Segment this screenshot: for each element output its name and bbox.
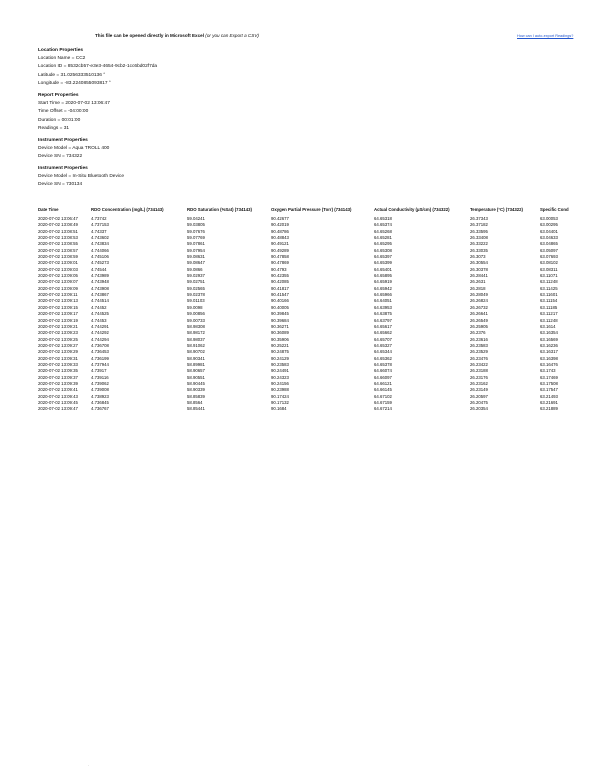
cell-temperature: 26.23176 [470, 374, 488, 380]
cell-actual-conductivity: 64.65942 [374, 285, 392, 291]
cell-specific-cond: 63.08311 [540, 266, 558, 272]
cell-rdo-saturation: 58.90339 [187, 387, 205, 393]
auto-export-link[interactable]: How can I auto-export Readings? [517, 34, 574, 38]
cell-rdo-saturation: 59.04241 [187, 216, 205, 221]
cell-date-time: 2020-07-02 13:09:07 [38, 279, 78, 285]
cell-actual-conductivity: 64.65378 [374, 361, 392, 367]
cell-specific-cond: 63.07693 [540, 254, 558, 260]
cell-rdo-concentration: 4.744525 [91, 311, 109, 317]
cell-oxygen-partial-pressure: 90.17132 [271, 399, 289, 405]
cell-date-time: 2020-07-02 13:09:01 [38, 260, 78, 266]
cell-rdo-concentration: 4.736708 [91, 342, 109, 348]
page-mark: · [88, 763, 90, 768]
cell-actual-conductivity: 64.67102 [374, 393, 392, 399]
cell-specific-cond: 63.16569 [540, 336, 558, 342]
cell-rdo-concentration: 4.736453 [91, 349, 109, 355]
cell-actual-conductivity: 64.65966 [374, 292, 392, 298]
cell-actual-conductivity: 64.65399 [374, 260, 392, 266]
cell-date-time: 2020-07-02 13:09:05 [38, 273, 78, 279]
cell-temperature: 26.20475 [470, 399, 488, 405]
cell-oxygen-partial-pressure: 90.42019 [271, 222, 289, 228]
banner-note: (or you can Export a CSV) [205, 33, 259, 38]
cell-rdo-saturation: 59.03805 [187, 222, 205, 228]
cell-rdo-saturation: 59.02378 [187, 292, 205, 298]
readings: Readings = 31 [38, 125, 70, 131]
instrument-properties-2 [38, 165, 124, 190]
cell-oxygen-partial-pressure: 90.36089 [271, 330, 289, 336]
cell-specific-cond: 63.16476 [540, 361, 558, 367]
cell-specific-cond: 63.1743 [540, 368, 556, 374]
cell-temperature: 26.23583 [470, 342, 488, 348]
col-rdo-concentration: RDO Concentration (mg/L) (734143) [91, 207, 164, 212]
cell-rdo-saturation: 59.0098 [187, 304, 203, 310]
cell-oxygen-partial-pressure: 90.24156 [271, 380, 289, 386]
cell-actual-conductivity: 64.65318 [374, 216, 392, 221]
cell-date-time: 2020-07-02 13:09:47 [38, 406, 78, 412]
cell-date-time: 2020-07-02 13:08:49 [38, 222, 78, 228]
cell-temperature: 26.23476 [470, 355, 488, 361]
cell-temperature: 26.26641 [470, 311, 488, 317]
cell-specific-cond: 63.04633 [540, 235, 558, 241]
cell-temperature: 26.23162 [470, 380, 488, 386]
cell-temperature: 26.26732 [470, 304, 488, 310]
cell-temperature: 26.23529 [470, 349, 488, 355]
cell-rdo-saturation: 59.07769 [187, 235, 205, 241]
cell-rdo-concentration: 4.745273 [91, 260, 109, 266]
cell-rdo-saturation: 58.90445 [187, 380, 205, 386]
cell-specific-cond: 63.11248 [540, 317, 558, 323]
cell-temperature: 26.37182 [470, 222, 488, 228]
cell-date-time: 2020-07-02 13:09:23 [38, 330, 78, 336]
excel-banner [0, 33, 600, 43]
cell-rdo-concentration: 4.738923 [91, 393, 109, 399]
cell-specific-cond: 63.16317 [540, 349, 558, 355]
cell-specific-cond: 63.11154 [540, 298, 558, 304]
cell-actual-conductivity: 64.65919 [374, 279, 392, 285]
cell-actual-conductivity: 64.65308 [374, 247, 392, 253]
table-body [38, 216, 580, 413]
cell-date-time: 2020-07-02 13:09:09 [38, 285, 78, 291]
cell-temperature: 26.28049 [470, 292, 488, 298]
cell-temperature: 26.37343 [470, 216, 488, 221]
cell-rdo-saturation: 59.07861 [187, 241, 205, 247]
cell-rdo-saturation: 59.01103 [187, 298, 205, 304]
cell-actual-conductivity: 64.66097 [374, 374, 392, 380]
cell-rdo-saturation: 59.00856 [187, 311, 205, 317]
cell-temperature: 26.23188 [470, 368, 488, 374]
cell-specific-cond: 63.21889 [540, 406, 558, 412]
cell-rdo-saturation: 58.98037 [187, 336, 205, 342]
cell-date-time: 2020-07-02 13:09:21 [38, 323, 78, 329]
cell-actual-conductivity: 64.65662 [374, 330, 392, 336]
cell-specific-cond: 63.17469 [540, 374, 558, 380]
cell-oxygen-partial-pressure: 90.1684 [271, 406, 287, 412]
longitude: Longitude = -83.2240855093817 ° [38, 80, 111, 86]
cell-rdo-saturation: 59.02565 [187, 285, 205, 291]
cell-specific-cond: 63.04865 [540, 241, 558, 247]
instrument-properties-header: Instrument Properties [38, 166, 88, 171]
cell-rdo-concentration: 4.74337 [91, 228, 107, 234]
cell-oxygen-partial-pressure: 90.24491 [271, 368, 289, 374]
cell-oxygen-partial-pressure: 90.39845 [271, 311, 289, 317]
cell-oxygen-partial-pressure: 90.36271 [271, 323, 289, 329]
banner-title: This file can be opened directly in Microsoft Excel [95, 33, 205, 38]
cell-actual-conductivity: 64.65362 [374, 355, 392, 361]
cell-rdo-saturation: 59.08647 [187, 260, 205, 266]
cell-temperature: 26.33595 [470, 228, 488, 234]
cell-specific-cond: 63.11185 [540, 304, 558, 310]
cell-temperature: 26.33408 [470, 235, 488, 241]
instrument-properties-1 [38, 137, 109, 162]
cell-rdo-concentration: 4.737944 [91, 361, 109, 367]
cell-oxygen-partial-pressure: 90.17424 [271, 393, 289, 399]
cell-specific-cond: 63.05097 [540, 247, 558, 253]
cell-actual-conductivity: 64.65327 [374, 342, 392, 348]
cell-rdo-concentration: 4.73742 [91, 216, 107, 221]
col-temperature: Temperature (°C) (734322) [470, 207, 523, 212]
cell-actual-conductivity: 64.65895 [374, 273, 392, 279]
cell-rdo-concentration: 4.736199 [91, 355, 109, 361]
cell-date-time: 2020-07-02 13:09:39 [38, 380, 78, 386]
cell-oxygen-partial-pressure: 90.41547 [271, 292, 289, 298]
cell-specific-cond: 63.04401 [540, 228, 558, 234]
cell-temperature: 26.3073 [470, 254, 486, 260]
cell-rdo-saturation: 58.85441 [187, 406, 205, 412]
cell-temperature: 26.2818 [470, 285, 486, 291]
cell-temperature: 26.26549 [470, 317, 488, 323]
cell-rdo-concentration: 4.743834 [91, 241, 109, 247]
cell-actual-conductivity: 64.67214 [374, 406, 392, 412]
cell-actual-conductivity: 64.63953 [374, 304, 392, 310]
cell-rdo-concentration: 4.73917 [91, 368, 107, 374]
cell-date-time: 2020-07-02 13:08:57 [38, 247, 78, 253]
cell-oxygen-partial-pressure: 90.23583 [271, 361, 289, 367]
col-rdo-saturation: RDO Saturation (%Sat) (734143) [187, 207, 252, 212]
cell-rdo-concentration: 4.744291 [91, 323, 109, 329]
col-oxygen-partial-pressure: Oxygen Partial Pressure (Torr) (734143) [271, 207, 352, 212]
location-id: Location ID = 8532cb57-e3e3-4654-9cb2-1cc6bd02f7da [38, 64, 158, 70]
cell-date-time: 2020-07-02 13:09:31 [38, 355, 78, 361]
cell-specific-cond: 63.11248 [540, 279, 558, 285]
cell-rdo-saturation: 58.8564 [187, 399, 203, 405]
cell-temperature: 26.26824 [470, 298, 488, 304]
cell-date-time: 2020-07-02 13:08:55 [38, 241, 78, 247]
cell-rdo-concentration: 4.736767 [91, 406, 109, 412]
cell-rdo-saturation: 58.90702 [187, 349, 205, 355]
cell-specific-cond: 63.16398 [540, 355, 558, 361]
cell-rdo-concentration: 4.74453 [91, 317, 107, 323]
cell-rdo-concentration: 4.736845 [91, 399, 109, 405]
cell-oxygen-partial-pressure: 90.40005 [271, 304, 289, 310]
report-properties [38, 92, 110, 133]
latitude: Latitude = 31.0256333510136 ° [38, 72, 106, 78]
location-name: Location Name = CC2 [38, 56, 86, 62]
cell-specific-cond: 63.21493 [540, 393, 558, 399]
cell-actual-conductivity: 64.65617 [374, 323, 392, 329]
cell-specific-cond: 63.17508 [540, 380, 558, 386]
cell-oxygen-partial-pressure: 90.47869 [271, 260, 289, 266]
cell-specific-cond: 63.11071 [540, 273, 558, 279]
cell-date-time: 2020-07-02 13:09:27 [38, 342, 78, 348]
cell-specific-cond: 63.00053 [540, 216, 558, 221]
cell-actual-conductivity: 64.63875 [374, 311, 392, 317]
cell-rdo-saturation: 58.85839 [187, 393, 205, 399]
cell-rdo-saturation: 59.00733 [187, 317, 205, 323]
cell-date-time: 2020-07-02 13:08:51 [38, 228, 78, 234]
start-time: Start Time = 2020-07-02 13:06:47 [38, 101, 110, 107]
report-properties-header: Report Properties [38, 93, 79, 98]
cell-actual-conductivity: 64.67159 [374, 399, 392, 405]
cell-date-time: 2020-07-02 13:09:29 [38, 349, 78, 355]
cell-rdo-saturation: 58.89981 [187, 361, 205, 367]
cell-rdo-concentration: 4.739008 [91, 387, 109, 393]
cell-actual-conductivity: 64.65281 [374, 235, 392, 241]
cell-rdo-concentration: 4.743908 [91, 285, 109, 291]
cell-oxygen-partial-pressure: 90.40166 [271, 298, 289, 304]
cell-rdo-concentration: 4.743989 [91, 273, 109, 279]
cell-actual-conductivity: 64.65397 [374, 254, 392, 260]
cell-rdo-concentration: 4.744294 [91, 336, 109, 342]
cell-specific-cond: 63.16236 [540, 342, 558, 348]
cell-actual-conductivity: 64.66145 [374, 387, 392, 393]
cell-oxygen-partial-pressure: 90.48843 [271, 235, 289, 241]
cell-oxygen-partial-pressure: 90.47858 [271, 254, 289, 260]
cell-actual-conductivity: 64.66074 [374, 368, 392, 374]
cell-date-time: 2020-07-02 13:09:33 [38, 361, 78, 367]
cell-oxygen-partial-pressure: 90.23988 [271, 387, 289, 393]
cell-rdo-concentration: 4.744066 [91, 247, 109, 253]
table-header-row [38, 207, 580, 216]
cell-actual-conductivity: 64.64051 [374, 298, 392, 304]
cell-rdo-concentration: 4.743602 [91, 235, 109, 241]
col-specific-cond: Specific Cond [540, 207, 569, 212]
readings-table [38, 207, 580, 413]
device-model: Device Model = Aqua TROLL 400 [38, 146, 110, 152]
cell-temperature: 26.28441 [470, 273, 488, 279]
cell-date-time: 2020-07-02 13:09:41 [38, 387, 78, 393]
cell-oxygen-partial-pressure: 90.4793 [271, 266, 287, 272]
cell-specific-cond: 63.16354 [540, 330, 558, 336]
cell-rdo-concentration: 4.744514 [91, 298, 109, 304]
cell-rdo-saturation: 58.91062 [187, 342, 205, 348]
cell-oxygen-partial-pressure: 90.39684 [271, 317, 289, 323]
cell-rdo-concentration: 4.739062 [91, 380, 109, 386]
cell-temperature: 26.30378 [470, 266, 488, 272]
cell-temperature: 26.23149 [470, 387, 488, 393]
cell-oxygen-partial-pressure: 90.49121 [271, 241, 289, 247]
cell-specific-cond: 63.11217 [540, 311, 558, 317]
banner-text [95, 33, 259, 38]
cell-actual-conductivity: 64.65707 [374, 336, 392, 342]
cell-temperature: 26.33035 [470, 247, 488, 253]
cell-temperature: 26.23422 [470, 361, 488, 367]
cell-rdo-concentration: 4.74452 [91, 304, 107, 310]
cell-date-time: 2020-07-02 13:09:45 [38, 399, 78, 405]
col-date-time: Date Time [38, 207, 59, 212]
cell-date-time: 2020-07-02 13:08:59 [38, 254, 78, 260]
cell-specific-cond: 63.21691 [540, 399, 558, 405]
cell-actual-conductivity: 64.65401 [374, 266, 392, 272]
cell-date-time: 2020-07-02 13:09:37 [38, 374, 78, 380]
cell-actual-conductivity: 64.65295 [374, 241, 392, 247]
cell-date-time: 2020-07-02 13:09:03 [38, 266, 78, 272]
cell-specific-cond: 63.11601 [540, 292, 558, 298]
device-sn: Device SN = 734322 [38, 154, 83, 160]
cell-actual-conductivity: 64.65344 [374, 349, 392, 355]
cell-specific-cond: 63.00295 [540, 222, 558, 228]
cell-temperature: 26.23616 [470, 336, 488, 342]
cell-date-time: 2020-07-02 13:09:35 [38, 368, 78, 374]
cell-specific-cond: 63.17547 [540, 387, 558, 393]
cell-rdo-saturation: 58.90341 [187, 355, 205, 361]
cell-date-time: 2020-07-02 13:08:53 [38, 235, 78, 241]
cell-oxygen-partial-pressure: 90.24875 [271, 349, 289, 355]
cell-date-time: 2020-07-02 13:09:11 [38, 292, 78, 298]
cell-rdo-saturation: 59.08631 [187, 254, 205, 260]
cell-rdo-saturation: 58.90551 [187, 374, 205, 380]
cell-temperature: 26.2631 [470, 279, 486, 285]
cell-temperature: 26.25905 [470, 323, 488, 329]
cell-oxygen-partial-pressure: 90.42355 [271, 273, 289, 279]
cell-date-time: 2020-07-02 13:09:43 [38, 393, 78, 399]
cell-oxygen-partial-pressure: 90.42677 [271, 216, 289, 221]
cell-actual-conductivity: 64.65268 [374, 228, 392, 234]
cell-specific-cond: 63.08102 [540, 260, 558, 266]
cell-date-time: 2020-07-02 13:09:17 [38, 311, 78, 317]
table-row [38, 406, 580, 412]
cell-rdo-concentration: 4.745106 [91, 254, 109, 260]
cell-oxygen-partial-pressure: 90.48786 [271, 228, 289, 234]
device-model: Device Model = In-Situ Bluetooth Device [38, 174, 124, 180]
cell-rdo-saturation: 59.02751 [187, 279, 205, 285]
cell-rdo-saturation: 59.02937 [187, 273, 205, 279]
cell-oxygen-partial-pressure: 90.25221 [271, 342, 289, 348]
cell-rdo-concentration: 4.743867 [91, 292, 109, 298]
cell-specific-cond: 63.1614 [540, 323, 556, 329]
cell-rdo-saturation: 58.98308 [187, 323, 205, 329]
cell-rdo-saturation: 59.07676 [187, 228, 205, 234]
cell-oxygen-partial-pressure: 90.42085 [271, 279, 289, 285]
device-sn: Device SN = 730134 [38, 182, 83, 188]
cell-specific-cond: 63.11425 [540, 285, 558, 291]
cell-oxygen-partial-pressure: 90.24129 [271, 355, 289, 361]
cell-rdo-saturation: 59.0866 [187, 266, 203, 272]
cell-actual-conductivity: 64.63797 [374, 317, 392, 323]
cell-temperature: 26.20597 [470, 393, 488, 399]
cell-temperature: 26.30554 [470, 260, 488, 266]
cell-rdo-saturation: 59.07954 [187, 247, 205, 253]
cell-rdo-concentration: 4.739116 [91, 374, 109, 380]
cell-rdo-saturation: 58.90657 [187, 368, 205, 374]
cell-rdo-concentration: 4.743948 [91, 279, 109, 285]
cell-actual-conductivity: 64.65374 [374, 222, 392, 228]
cell-actual-conductivity: 64.66121 [374, 380, 392, 386]
cell-date-time: 2020-07-02 13:09:25 [38, 336, 78, 342]
cell-rdo-concentration: 4.737153 [91, 222, 109, 228]
cell-rdo-saturation: 58.98172 [187, 330, 205, 336]
cell-temperature: 26.2376 [470, 330, 486, 336]
duration: Duration = 00:01:00 [38, 117, 81, 123]
cell-oxygen-partial-pressure: 90.24323 [271, 374, 289, 380]
cell-oxygen-partial-pressure: 90.35906 [271, 336, 289, 342]
instrument-properties-header: Instrument Properties [38, 138, 88, 143]
col-actual-conductivity: Actual Conductivity (µS/cm) (734322) [374, 207, 450, 212]
location-properties [38, 47, 157, 88]
time-offset: Time Offset = -04:00:00 [38, 109, 89, 115]
cell-temperature: 26.33222 [470, 241, 488, 247]
cell-temperature: 26.20354 [470, 406, 488, 412]
cell-date-time: 2020-07-02 13:09:15 [38, 304, 78, 310]
cell-date-time: 2020-07-02 13:09:19 [38, 317, 78, 323]
cell-oxygen-partial-pressure: 90.49289 [271, 247, 289, 253]
cell-rdo-concentration: 4.744292 [91, 330, 109, 336]
cell-rdo-concentration: 4.74544 [91, 266, 107, 272]
cell-oxygen-partial-pressure: 90.41817 [271, 285, 289, 291]
location-properties-header: Location Properties [38, 48, 84, 53]
cell-date-time: 2020-07-02 13:06:47 [38, 216, 78, 221]
cell-date-time: 2020-07-02 13:09:13 [38, 298, 78, 304]
